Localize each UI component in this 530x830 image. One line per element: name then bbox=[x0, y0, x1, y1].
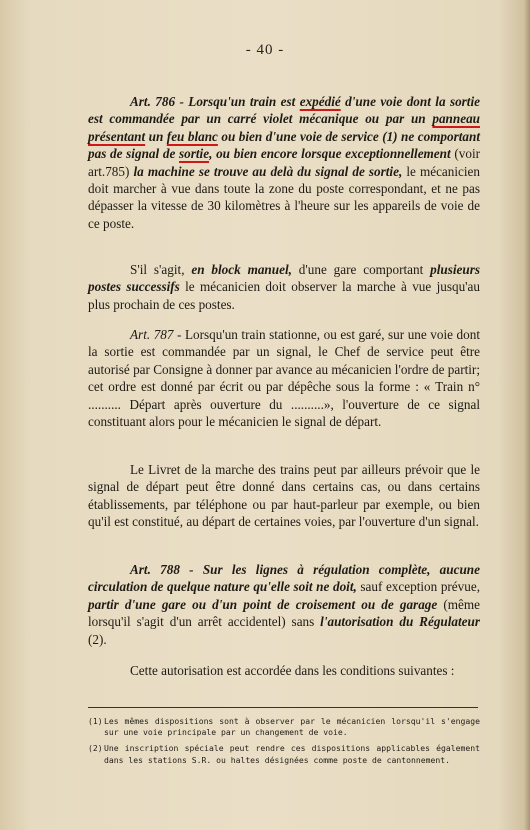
art-788-text-1: Art. 788 - Sur les lignes à régulation complète, aucune circulation de quelque nature qu'elle soit ne doit, bbox=[88, 562, 480, 595]
livret-text: Le Livret de la marche des trains peut par ailleurs prévoir que le signal de départ peut être donné dans certains cas, ou dans certains établissements, par téléphone ou par haut-parleur par exemple, ou bien qu'il est constitué, au départ de certaines voies, par l'ouverture d'un signal. bbox=[88, 462, 480, 530]
underlined-expedie: expédié bbox=[299, 94, 341, 109]
art-786-text-3: un bbox=[145, 128, 167, 144]
block-text-3: d'une gare comportant bbox=[291, 262, 431, 277]
page-number: - 40 - bbox=[245, 42, 285, 58]
paragraph-art-787 bbox=[88, 326, 480, 430]
art-786-text-6: la machine se trouve au delà du signal de sortie, bbox=[133, 163, 403, 179]
art-786-text-7: le mécanicien doit marcher à vue dans toute la zone du poste correspondant, et ne pas dépasser la vitesse de 30 kilomètres à l'heure sur les appareils de voie de ce poste. bbox=[88, 163, 480, 231]
paragraph-block-manuel bbox=[88, 261, 480, 313]
paragraph-livret bbox=[88, 461, 480, 531]
underlined-feu-blanc: feu blanc bbox=[166, 128, 218, 144]
art-786-text-2: d'une voie dont la sortie est commandée par un carré violet mécanique ou par un bbox=[88, 94, 480, 127]
art-788-text-4: (même lorsqu'il s'agit d'un arrêt accidentel) sans bbox=[88, 596, 480, 630]
underlined-sortie: sortie bbox=[179, 146, 210, 162]
block-text-2: en block manuel, bbox=[191, 262, 292, 277]
underlined-presentant: présentant bbox=[88, 128, 146, 144]
art-786-text-4: ou bien d'une voie de service (1) ne comportant pas de signal de bbox=[88, 128, 481, 162]
paragraph-autorisation bbox=[88, 662, 480, 679]
footnote-2-text: Une inscription spéciale peut rendre ces dispositions applicables également dans les stations S.R. ou haltes désignées comme poste de cantonnement. bbox=[104, 743, 480, 765]
autorisation-text: Cette autorisation est accordée dans les conditions suivantes : bbox=[130, 663, 455, 678]
art-787-heading: Art. 787 bbox=[130, 327, 174, 342]
art-788-text-2: sauf exception prévue, bbox=[356, 579, 480, 595]
art-786-reference: (voir art.785) bbox=[88, 146, 480, 179]
art-788-text-6: (2). bbox=[88, 631, 107, 647]
block-text-1: S'il s'agit, bbox=[130, 262, 192, 277]
block-text-5: le mécanicien doit observer la marche à vue jusqu'au plus prochain de ces postes. bbox=[88, 279, 480, 312]
art-786-text-1: Art. 786 - Lorsqu'un train est bbox=[130, 94, 300, 109]
footnote-1-text: Les mêmes dispositions sont à observer par le mécanicien lorsqu'il s'engage sur une voie principale par un changement de voie. bbox=[104, 716, 480, 738]
art-788-text-5: l'autorisation du Régulateur bbox=[320, 614, 480, 630]
art-786-text-5: , ou bien encore lorsque exceptionnellement bbox=[209, 146, 451, 162]
footnote-1-mark: (1) bbox=[88, 716, 103, 726]
underlined-panneau: panneau bbox=[432, 111, 480, 127]
art-788-text-3: partir d'une gare ou d'un point de croisement ou de garage bbox=[88, 596, 438, 612]
footnote-1 bbox=[88, 716, 480, 738]
block-text-4: plusieurs postes successifs bbox=[88, 262, 480, 295]
paragraph-art-788 bbox=[88, 561, 480, 648]
footnote-2 bbox=[88, 743, 480, 765]
footnote-divider bbox=[88, 707, 478, 708]
page-edge-shadow bbox=[524, 0, 530, 830]
footnotes bbox=[88, 716, 480, 771]
art-787-text: - Lorsqu'un train stationne, ou est garé, sur une voie dont la sortie est commandée par un signal, le Chef de service peut être autorisé par Consigne à donner par avance au mécanicien l'ordre de partir; cet ordre est donné par écrit ou par dépêche sous la forme : « Train n° .......... Départ après ouverture du ..........», l'ouverture de ce signal constituant alors pour le mécanicien le signal de départ. bbox=[88, 327, 480, 430]
paragraph-art-786 bbox=[88, 93, 480, 232]
footnote-2-mark: (2) bbox=[88, 743, 103, 754]
